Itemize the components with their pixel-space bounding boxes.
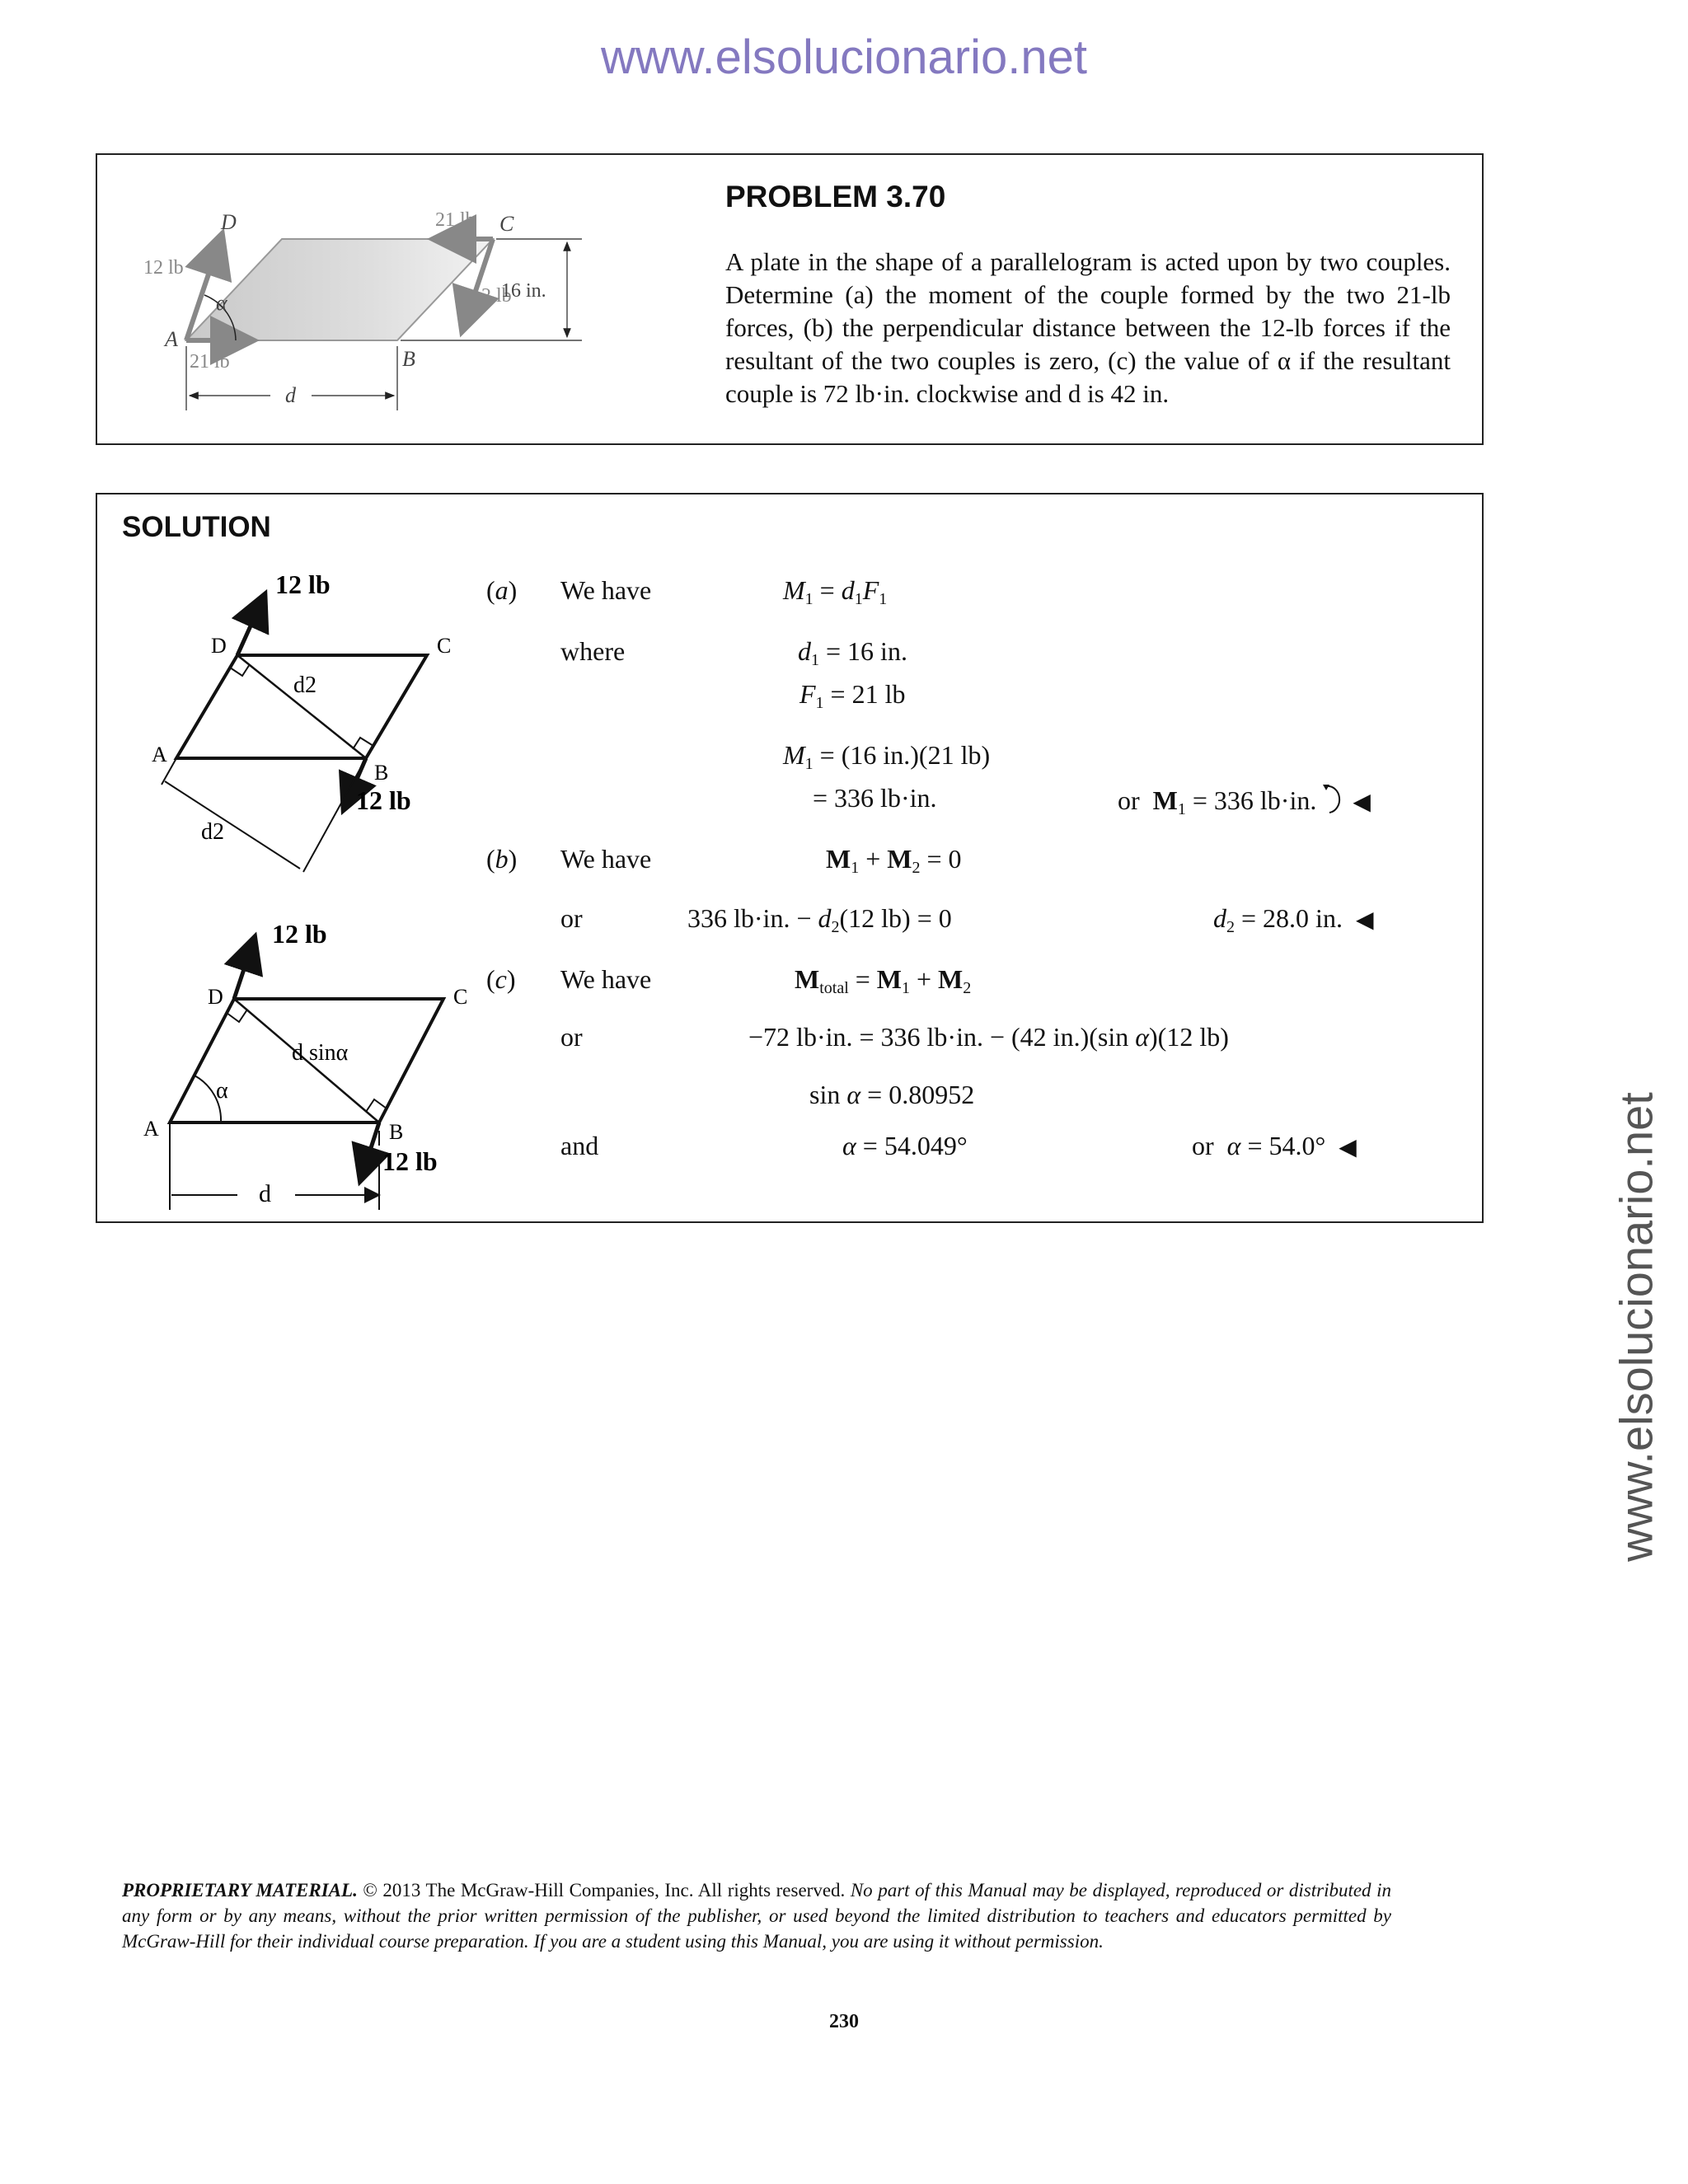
label-16in: 16 in. bbox=[501, 280, 546, 302]
sketch2-label-dsin: d sinα bbox=[292, 1040, 349, 1066]
label-B: B bbox=[402, 347, 415, 371]
sketch1-label-C: C bbox=[437, 634, 452, 658]
solution-sketch-1 bbox=[114, 560, 493, 890]
label-21lb-bottom: 21 lb bbox=[190, 351, 230, 373]
sketch1-label-B: B bbox=[374, 761, 389, 785]
sketch1-force-top-arrow bbox=[237, 597, 264, 655]
answer-marker-c: ◀ bbox=[1339, 1135, 1357, 1160]
part-c-eq4: α = 54.049° bbox=[842, 1131, 968, 1160]
footer-lead: PROPRIETARY MATERIAL. bbox=[122, 1880, 358, 1900]
watermark-side: www.elsolucionario.net bbox=[1610, 1092, 1662, 1562]
page-number: 230 bbox=[829, 2011, 859, 2032]
sketch2-label-B: B bbox=[389, 1120, 404, 1144]
problem-box bbox=[96, 153, 1484, 445]
part-b-eq1: $M_1 + M_2 = 0$ bbox=[826, 844, 962, 877]
sketch2-right-angle-top bbox=[227, 1010, 247, 1022]
part-c-answer: or α = 54.0° ◀ bbox=[1192, 1131, 1357, 1160]
part-c-label: (c) bbox=[486, 964, 516, 994]
sketch1-label-12lb-top: 12 lb bbox=[275, 569, 331, 599]
sketch1-d2-line bbox=[237, 655, 366, 758]
part-a-eq2: $M_1 = (16$ in.)(21 lb) bbox=[783, 740, 991, 773]
solution-sketch-2 bbox=[114, 907, 493, 1220]
sketch2-force-top-arrow bbox=[234, 940, 254, 999]
sketch2-label-12lb-bottom: 12 lb bbox=[382, 1146, 438, 1176]
problem-statement: A plate in the shape of a parallelogram is acted upon by two couples. Determine (a) the moment of the couple formed by the two 21-lb forces, (b) the perpendicular distance between the 12-lb forces if the resultant of the two couples is zero, (c) the value of α if the resultant couple is 72 lb·in. clockwise and d is 42 in. bbox=[725, 247, 1451, 408]
label-12lb-right: 12 lb bbox=[471, 285, 512, 307]
label-C: C bbox=[499, 212, 514, 236]
part-a-we-have: We have bbox=[560, 575, 652, 605]
plate-parallelogram bbox=[186, 239, 493, 340]
sketch1-right-angle-bottom bbox=[353, 738, 373, 749]
solution-box bbox=[96, 493, 1484, 1223]
sketch2-right-angle-bottom bbox=[366, 1099, 387, 1112]
copyright-footer bbox=[122, 1877, 1391, 1954]
part-a-answer: or $M_1 = 336$ lb·in. ◀ bbox=[1118, 783, 1371, 819]
part-b-or: or bbox=[560, 903, 583, 933]
sketch2-force-bottom-arrow bbox=[361, 1122, 379, 1179]
label-A: A bbox=[165, 327, 178, 351]
sketch1-d2-dimension bbox=[165, 781, 300, 869]
part-a-d1: $d_1 = 16$ in. bbox=[798, 636, 907, 669]
sketch1-label-d2-inner: d2 bbox=[293, 673, 316, 698]
problem-title: PROBLEM 3.70 bbox=[725, 180, 946, 213]
sketch1-label-12lb-bottom: 12 lb bbox=[356, 785, 411, 815]
label-12lb-left: 12 lb bbox=[143, 257, 184, 279]
clockwise-moment-icon bbox=[1321, 783, 1346, 816]
sketch1-label-A: A bbox=[152, 743, 167, 766]
part-c-or: or bbox=[560, 1022, 583, 1052]
sketch2-label-12lb-top: 12 lb bbox=[272, 919, 327, 949]
part-a-label: (a) bbox=[486, 575, 518, 605]
label-D: D bbox=[221, 210, 237, 234]
sketch1-ext-B bbox=[303, 758, 366, 872]
footer-copyright: © 2013 The McGraw-Hill Companies, Inc. All rights reserved. bbox=[357, 1880, 851, 1900]
part-a-eq1: $M_1 = d_1F_1$ bbox=[783, 575, 888, 608]
part-c-and: and bbox=[560, 1131, 599, 1160]
solution-title: SOLUTION bbox=[122, 511, 271, 543]
sketch2-label-d: d bbox=[259, 1180, 271, 1207]
part-c-eq2: −72 lb·in. = 336 lb·in. − (42 in.)(sin α)(12 lb) bbox=[748, 1022, 1229, 1052]
part-c-eq1: $M_{total} = M_1 + M_2$ bbox=[795, 964, 972, 997]
sketch2-label-A: A bbox=[143, 1117, 159, 1141]
part-c-eq3: sin α = 0.80952 bbox=[809, 1080, 975, 1109]
label-alpha: α bbox=[216, 291, 227, 315]
sketch1-right-angle-top bbox=[230, 664, 250, 676]
part-c-we-have: We have bbox=[560, 964, 652, 994]
watermark-top: www.elsolucionario.net bbox=[601, 30, 1087, 84]
part-b-we-have: We have bbox=[560, 844, 652, 874]
answer-marker-b: ◀ bbox=[1355, 907, 1374, 933]
sketch1-label-d2-outer: d2 bbox=[201, 819, 224, 845]
answer-marker-a: ◀ bbox=[1353, 790, 1371, 815]
sketch2-label-C: C bbox=[453, 985, 468, 1009]
sketch2-label-alpha: α bbox=[216, 1078, 228, 1104]
part-b-answer: $d_2 = 28.0$ in. ◀ bbox=[1213, 903, 1374, 936]
sketch1-label-D: D bbox=[211, 634, 227, 658]
part-b-eq2: 336 lb·in. − $d_2(12$ lb) = 0 bbox=[687, 903, 952, 936]
sketch2-label-D: D bbox=[208, 985, 223, 1009]
part-a-where: where bbox=[560, 636, 626, 666]
part-a-eq3: = 336 lb·in. bbox=[813, 783, 937, 813]
problem-figure bbox=[130, 163, 625, 435]
label-d: d bbox=[285, 383, 296, 407]
part-a-F1: $F_1 = 21$ lb bbox=[799, 679, 906, 712]
label-21lb-top: 21 lb bbox=[435, 209, 476, 231]
footer-notice: No part of this Manual may be displayed, reproduced or distributed in any form or by any means, without the prior written permission of the publisher, or used beyond the limited distribution to teachers and educators permitted by McGraw-Hill for their individual course preparation. If you are a student using this Manual, you are using it without permission. bbox=[122, 1880, 1391, 1952]
part-b-label: (b) bbox=[486, 844, 518, 874]
